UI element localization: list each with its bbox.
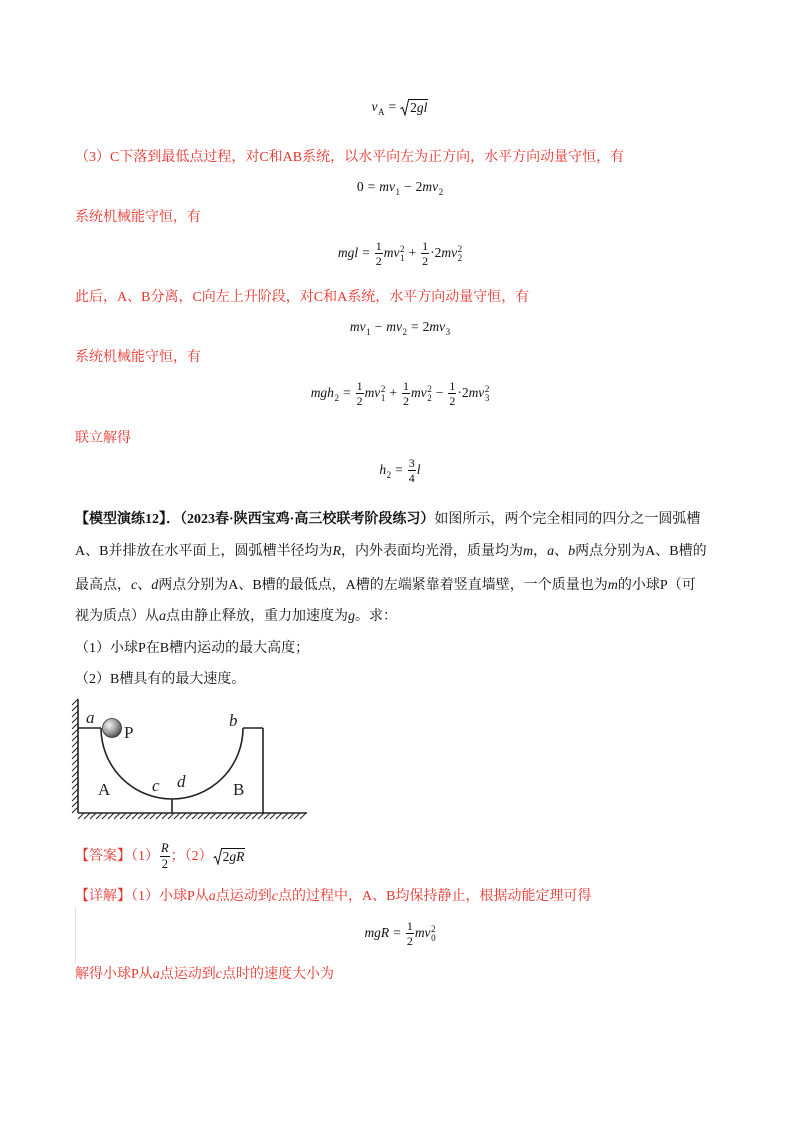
radical-sign-icon [400,99,409,116]
fraction-half [406,920,414,947]
numerator: 3 [408,456,415,471]
denominator: 2 [161,857,168,872]
italic-variable: b [568,544,576,559]
radicand [409,99,428,116]
term: mv [422,179,439,194]
denominator: 2 [406,934,413,949]
italic-variable: c [131,578,138,593]
part3-intro: （3）C下落到最低点过程，对C和AB系统，以水平向左为正方向，水平方向动量守恒，有 [75,150,625,165]
sup-sub [458,245,463,263]
subscript: 2 [386,470,392,480]
text-segment: 的小球P（可 [617,578,696,593]
problem-line-2 [75,542,707,562]
subscript: 2 [402,327,407,337]
radicand [222,848,246,865]
text-segment: 解得小球P从 [75,967,153,982]
numerator: 1 [375,239,382,254]
numerator: 1 [402,379,409,394]
text-segment: 如图所示，两个完全相同的四分之一圆弧槽 [434,512,701,527]
fraction-half [375,240,383,267]
denominator: 2 [375,254,382,269]
answer-fraction [160,842,170,871]
square-root [400,99,428,116]
subscript: 2 [457,252,463,263]
answer-line [75,841,245,873]
text-segment: 两点分别为A、B槽的最低点，A槽的左端紧靠着竖直墙壁，一个质量也为 [158,578,608,593]
coefficient: 2 [434,245,442,260]
equals-sign: = [367,179,376,194]
subscript: 0 [431,932,436,943]
radicand-coefficient: 2 [410,100,417,116]
semicircular-arc [101,728,243,799]
numerator: 1 [356,379,363,394]
label-trough-a: A [98,780,111,799]
lhs: 0 [356,179,364,194]
problem-line-1 [75,510,700,530]
term: mv [364,385,381,400]
superscript: 2 [431,923,436,934]
text-segment: ，内外表面均光滑，质量均为 [341,544,524,559]
fraction-half [421,240,429,267]
sup-sub [485,385,490,403]
subscript: 2 [438,187,444,197]
text-segment: 、 [554,544,569,559]
fraction-three-quarters [408,457,416,484]
problem-line-4 [75,607,397,627]
detail-line-2 [75,965,334,985]
equation-energy-1 [0,237,800,269]
lhs: mgh [310,385,334,400]
text-segment: A、B并排放在水平面上，圆弧槽半径均为 [75,544,333,559]
italic-variable: m [523,544,534,559]
radicand-variables: gR [229,849,245,865]
label-trough-b: B [233,780,245,799]
label-a: a [86,708,95,727]
coefficient: 2 [415,179,423,194]
text-segment: 两点分别为A、B槽的 [575,544,707,559]
italic-variable: R [332,544,342,559]
radical-sign-icon [213,848,222,865]
denominator: 2 [356,394,363,409]
subscript: A [378,107,385,117]
denominator: 4 [408,471,415,486]
text-segment: 点运动到 [159,967,216,982]
superscript: 2 [484,383,490,394]
label-c: c [152,776,160,795]
text-segment: 最高点， [75,578,131,593]
minus-sign: − [374,319,383,334]
italic-variable: c [271,889,279,904]
sup-sub [400,245,405,263]
italic-variable: a [159,609,166,624]
plus-sign: + [408,245,417,260]
equation-momentum-1 [0,171,800,203]
denominator: 2 [402,394,409,409]
equation-kinetic-energy [0,917,800,949]
question-1: （1）小球P在B槽内运动的最大高度； [75,641,310,656]
equation-height [0,454,800,486]
text-segment: 【模型演练12】．（2023春·陕西宝鸡·高三校联考阶段练习） [75,512,435,527]
equation-momentum-2 [0,311,800,343]
subscript: 1 [366,327,371,337]
subscript: 3 [445,327,451,337]
lhs: mgl [337,245,359,260]
label-d: d [177,772,186,791]
radicand-coefficient: 2 [222,849,230,865]
plus-sign: + [389,385,397,400]
fraction-half [402,380,410,407]
sup-sub [427,385,432,403]
coefficient: 2 [461,385,469,400]
subscript: 3 [484,392,490,403]
text-segment: 点由静止释放，重力加速度为 [166,609,348,624]
superscript: 2 [380,383,386,394]
text-segment: 点时的速度大小为 [222,967,335,982]
italic-variable: a [208,889,216,904]
ball-p [103,719,122,738]
term: mv [414,925,431,940]
minus-sign: − [404,179,412,194]
term: mv [379,179,395,194]
text-segment: 。求： [355,609,397,624]
text-segment: 【详解】（1）小球P从 [75,889,209,904]
equals-sign: = [411,319,419,334]
answer-label: 【答案】（1） [75,849,159,864]
text-segment: 视为质点）从 [75,609,159,624]
subscript: 2 [427,392,432,403]
text-segment: 点的过程中，A、B均保持静止，根据动能定理可得 [278,889,592,904]
italic-variable: g [348,609,355,624]
denominator: 2 [422,254,429,269]
equals-sign: = [393,925,401,940]
italic-variable: a [152,967,160,982]
term: mv [349,319,366,334]
superscript: 2 [457,243,463,254]
term: mv [410,385,427,400]
equals-sign: = [362,245,370,260]
label-p: P [124,723,134,742]
var-v: v [371,99,378,114]
italic-variable: a [547,544,555,559]
part3-solve: 联立解得 [75,431,131,446]
lhs: mgR [364,925,390,940]
part3-energy-1: 系统机械能守恒，有 [75,210,201,225]
wall-hatching [72,699,78,813]
denominator: 2 [449,394,456,409]
sup-sub [431,925,436,943]
italic-variable: c [215,967,223,982]
term: mv [386,319,402,334]
answer-square-root [213,848,246,865]
term: mv [441,245,458,260]
coefficient: 2 [422,319,430,334]
equals-sign: = [395,462,403,477]
equation-velocity-a [0,91,800,123]
equation-energy-2 [0,377,800,409]
ground-hatching [78,813,306,819]
subscript: 1 [380,392,386,403]
superscript: 2 [427,383,432,394]
minus-sign: − [435,385,444,400]
radicand-variables: gl [416,100,428,116]
part3-energy-2: 系统机械能守恒，有 [75,350,201,365]
superscript: 2 [400,243,405,254]
sup-sub [381,385,386,403]
question-2: （2）B槽具有的最大速度。 [75,672,246,687]
numerator: 1 [422,239,429,254]
equals-sign: = [342,385,351,400]
arc-troughs-diagram [60,695,320,825]
fraction-half [448,380,456,407]
equals-sign: = [388,99,397,114]
text-segment: ， [533,544,548,559]
problem-line-3 [75,576,696,596]
variable: l [416,462,421,477]
subscript: 2 [334,393,339,403]
detail-line-1 [75,887,591,907]
answer-separator: ；（2） [170,849,213,864]
numerator: R [161,841,169,856]
label-b: b [229,711,238,730]
text-segment: 、 [137,578,152,593]
numerator: 1 [406,919,413,934]
term: mv [383,245,400,260]
part3-after-separation: 此后，A、B分离，C向左上升阶段，对C和A系统，水平方向动量守恒，有 [75,290,530,305]
fraction-half [356,380,364,407]
lhs: h [379,462,387,477]
text-segment: 点运动到 [215,889,272,904]
italic-variable: d [151,578,159,593]
numerator: 1 [449,379,456,394]
dot-operator: · [430,245,435,260]
dot-operator: · [457,385,462,400]
subscript: 1 [400,252,405,263]
term: mv [429,319,446,334]
term: mv [468,385,485,400]
italic-variable: m [607,578,618,593]
subscript: 1 [395,187,400,197]
